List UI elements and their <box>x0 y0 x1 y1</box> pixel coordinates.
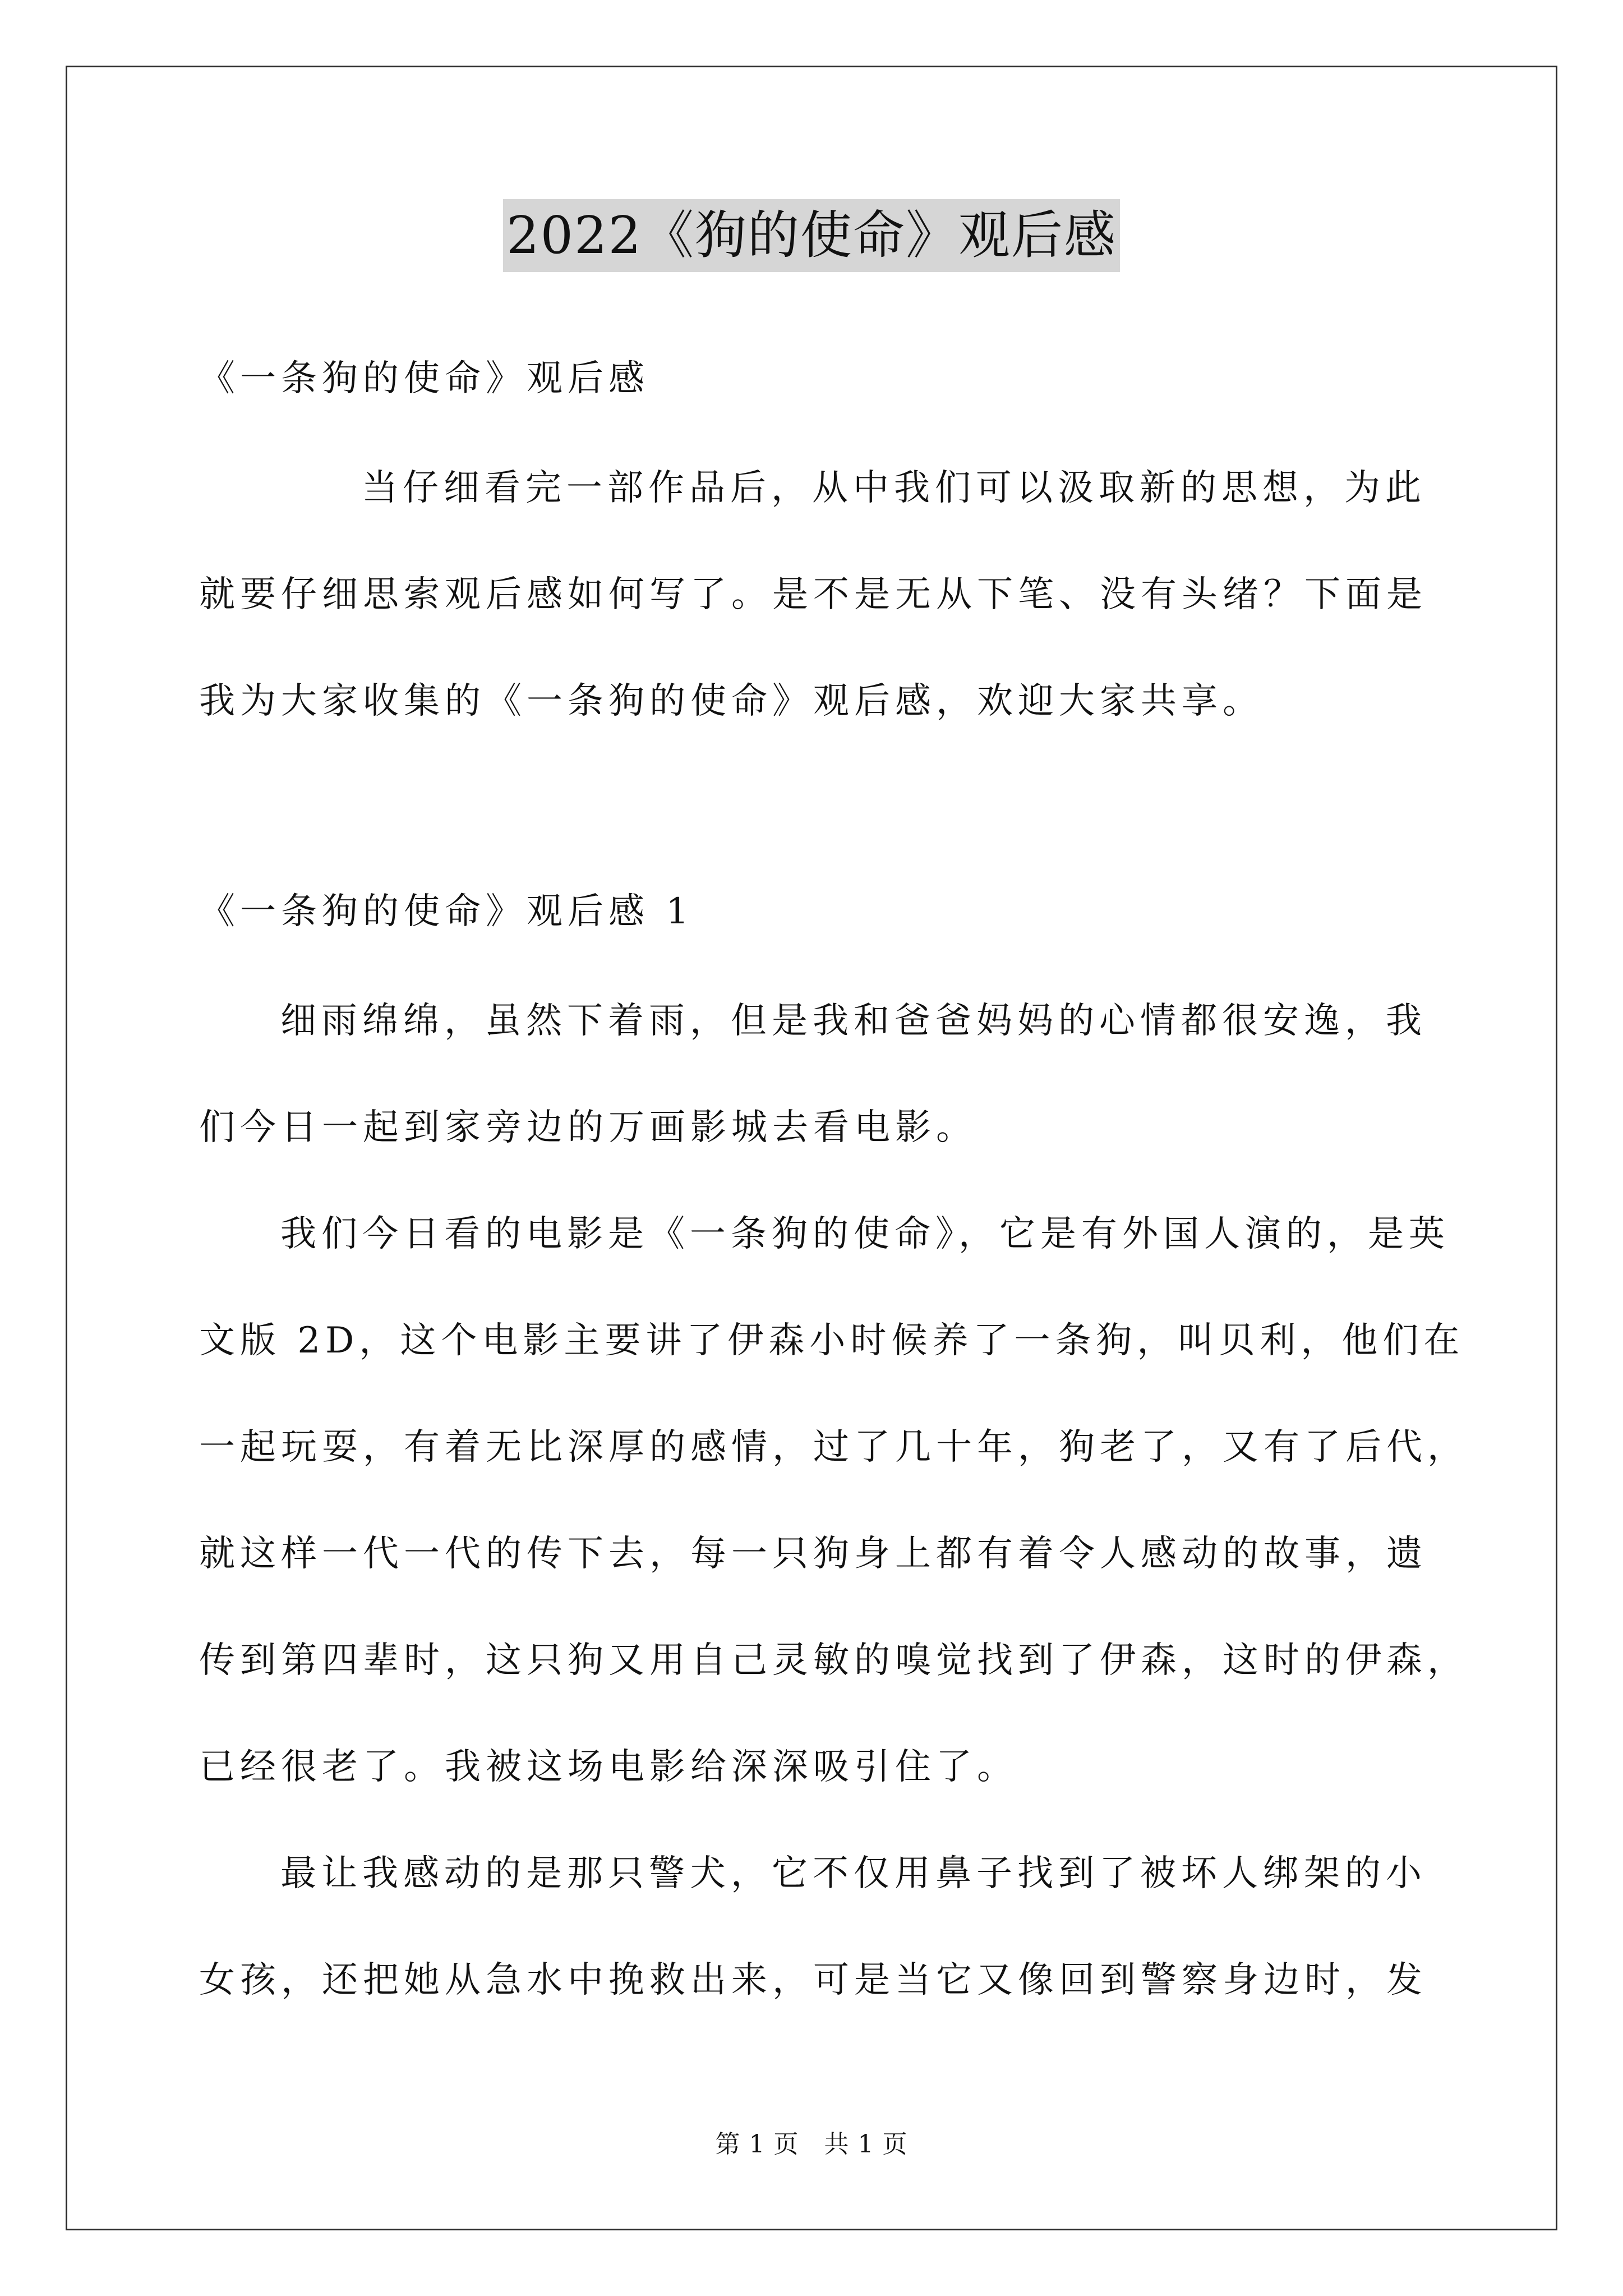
paragraph-line: 女孩，还把她从急水中挽救出来，可是当它又像回到警察身边时，发 <box>199 1959 1427 2001</box>
document-title: 2022《狗的使命》观后感 <box>503 199 1120 272</box>
intro-line: 当仔细看完一部作品后，从中我们可以汲取新的思想，为此 <box>362 467 1426 509</box>
title-wrap <box>0 199 1623 272</box>
paragraph-line: 最让我感动的是那只警犬，它不仅用鼻子找到了被坏人绑架的小 <box>280 1853 1427 1894</box>
paragraph-line: 已经很老了。我被这场电影给深深吸引住了。 <box>199 1746 1018 1788</box>
paragraph-line: 传到第四辈时，这只狗又用自己灵敏的嗅觉找到了伊森，这时的伊森， <box>199 1640 1468 1681</box>
intro-line: 我为大家收集的《一条狗的使命》观后感，欢迎大家共享。 <box>199 680 1264 722</box>
section-heading: 《一条狗的使命》观后感 1 <box>199 891 694 932</box>
paragraph-line: 文版 2D，这个电影主要讲了伊森小时候养了一条狗，叫贝利，他们在 <box>199 1320 1465 1361</box>
paragraph-line: 们今日一起到家旁边的万画影城去看电影。 <box>199 1107 977 1148</box>
document-subtitle: 《一条狗的使命》观后感 <box>199 358 649 399</box>
paragraph-line: 就这样一代一代的传下去，每一只狗身上都有着令人感动的故事，遗 <box>199 1533 1427 1575</box>
page-footer: 第 1 页 共 1 页 <box>715 2130 908 2159</box>
paragraph-line: 我们今日看的电影是《一条狗的使命》，它是有外国人演的，是英 <box>280 1213 1450 1255</box>
intro-line: 就要仔细思索观后感如何写了。是不是无从下笔、没有头绪？下面是 <box>199 574 1427 615</box>
paragraph-line: 细雨绵绵，虽然下着雨，但是我和爸爸妈妈的心情都很安逸，我 <box>280 1000 1427 1042</box>
paragraph-line: 一起玩耍，有着无比深厚的感情，过了几十年，狗老了，又有了后代， <box>199 1427 1468 1468</box>
